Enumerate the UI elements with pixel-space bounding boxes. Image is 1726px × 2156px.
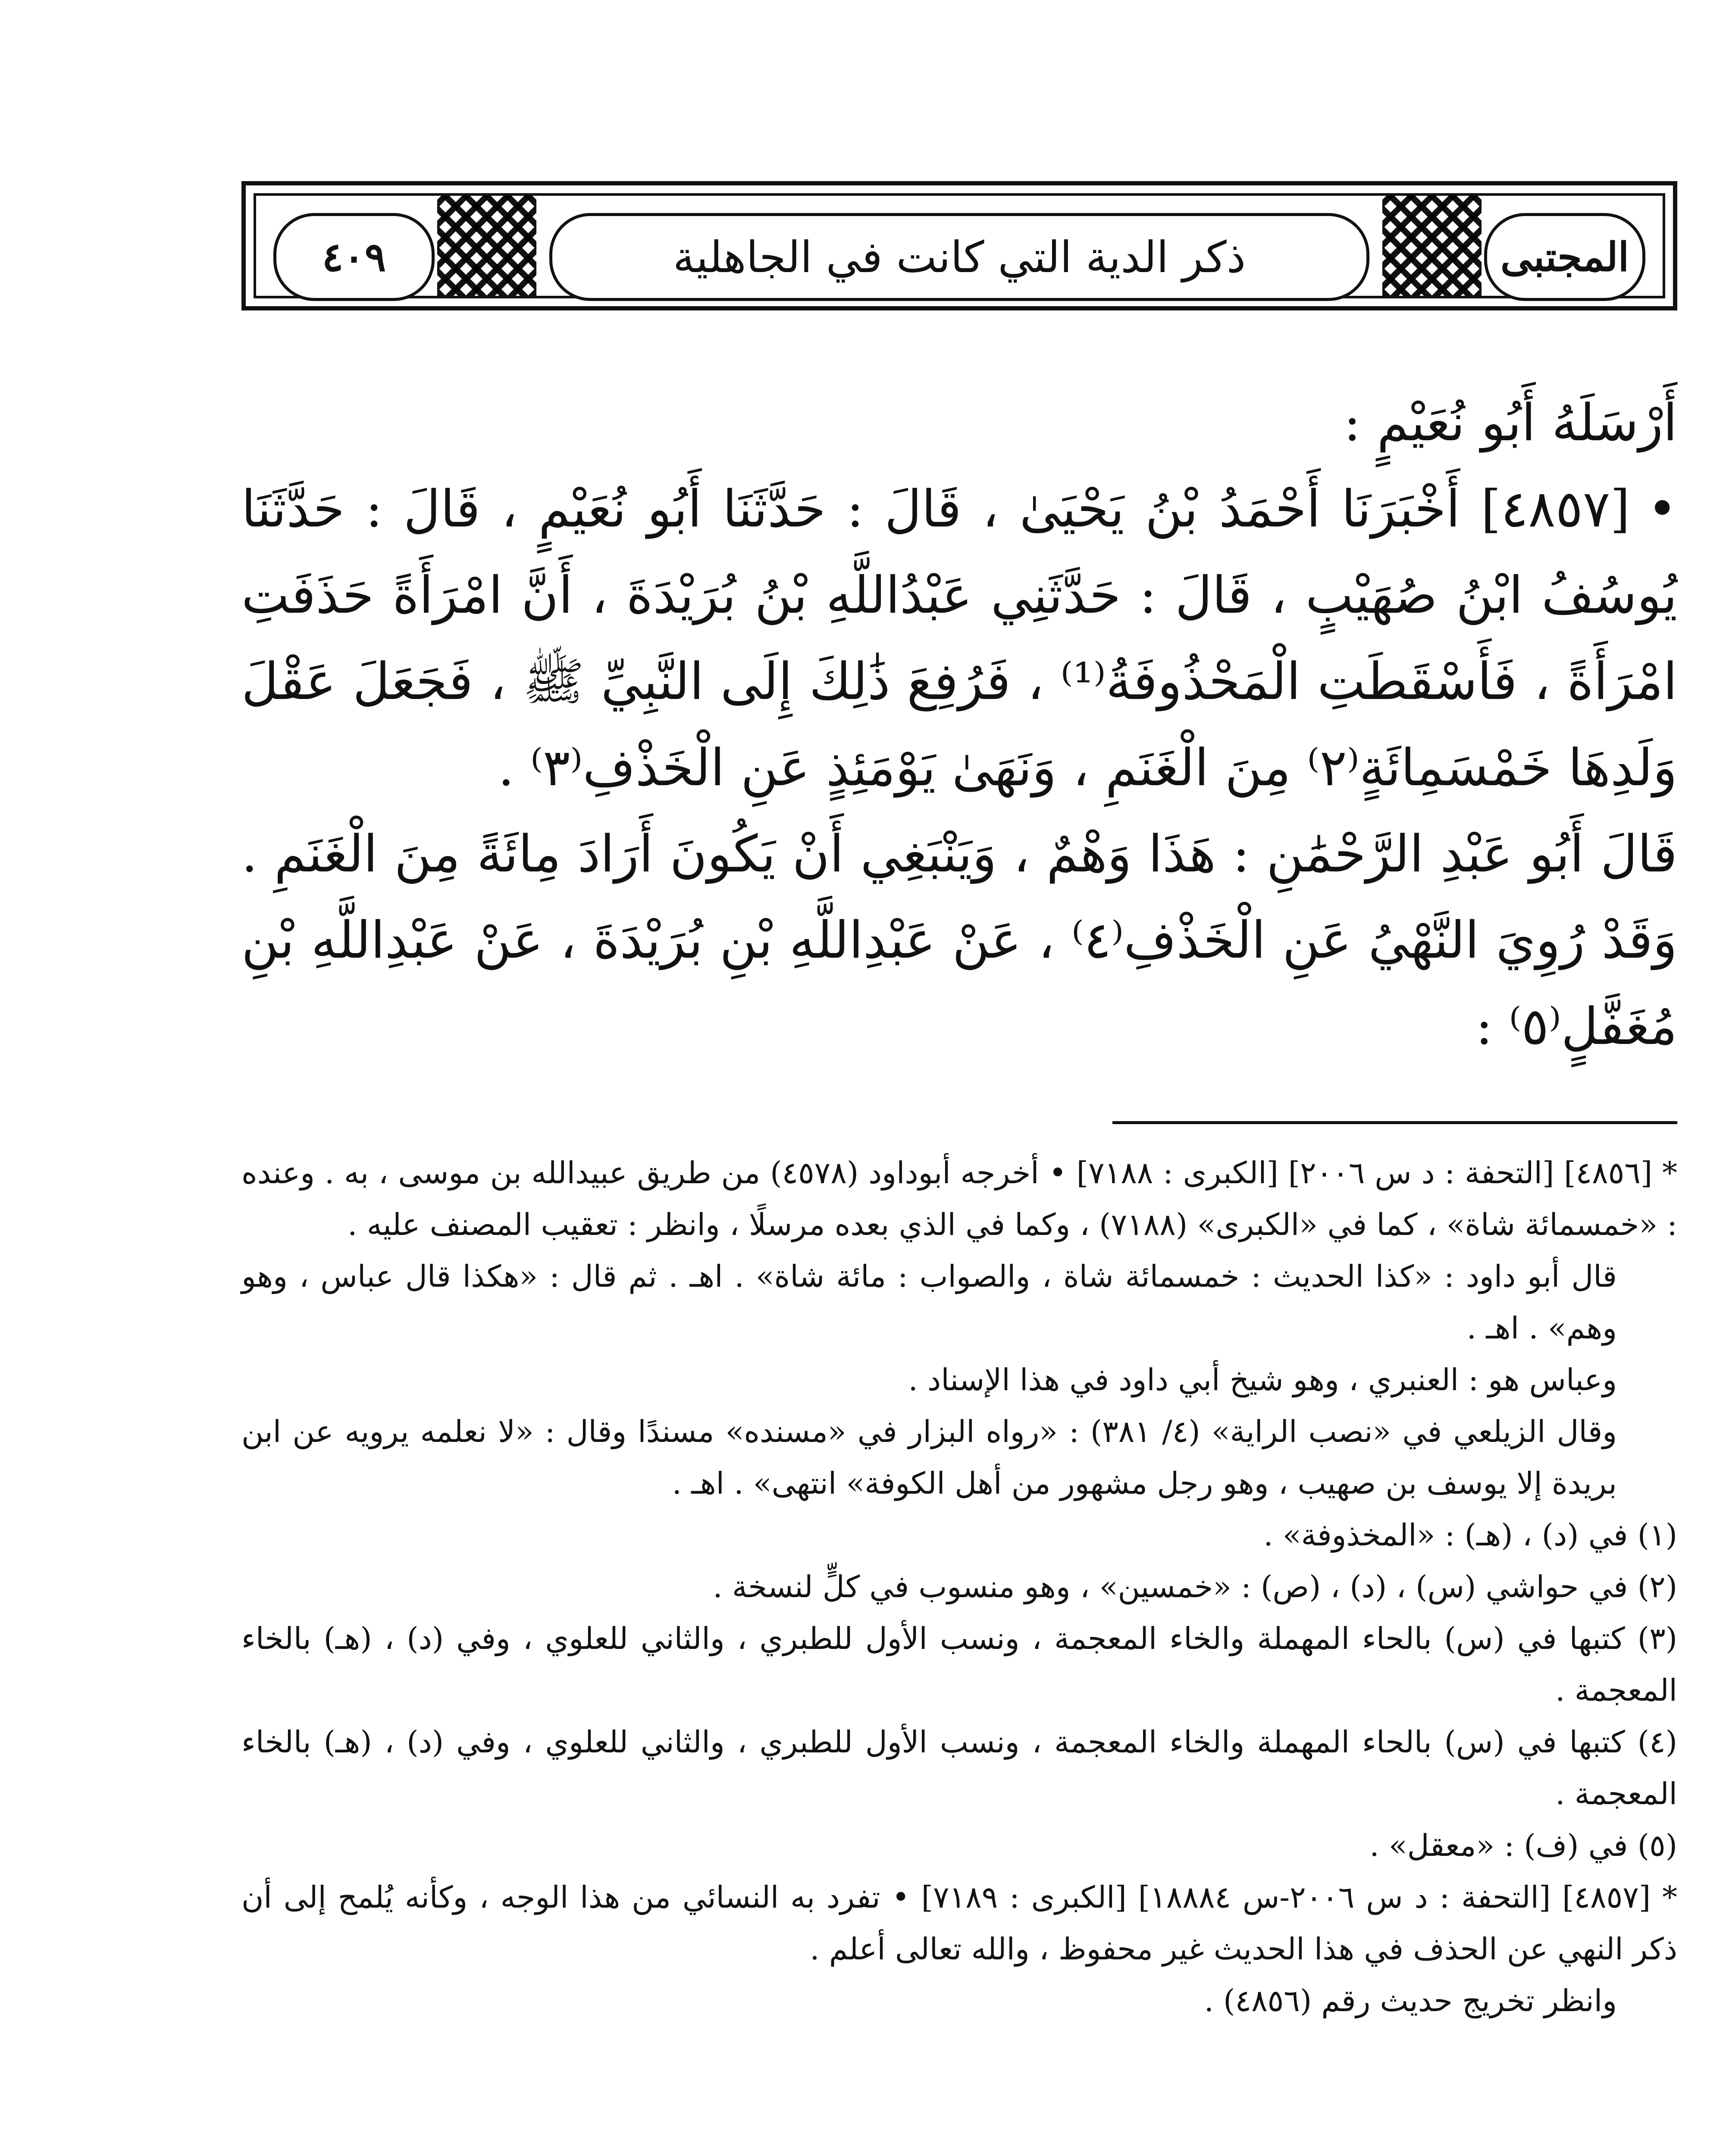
note-4856-abudawud: قال أبو داود : «كذا الحديث : خمسمائة شاة ، والصواب : مائة شاة» . اهـ . ثم قال : «هكذا قال عباس ، وهو وهم» . اهـ . xyxy=(241,1259,1617,1346)
header-frame xyxy=(254,193,1665,298)
bullet-icon: • xyxy=(1647,479,1677,539)
page-number: ٤٠٩ xyxy=(273,213,435,301)
author-comment: قَالَ أَبُو عَبْدِ الرَّحْمَٰنِ : هَذَا وَهْمٌ ، وَيَنْبَغِي أَنْ يَكُونَ أَرَادَ مِائَةً مِنَ الْغَنَمِ . وَقَدْ رُوِيَ النَّهْيُ عَنِ الْخَذْفِ⁽٤⁾ ، عَنْ عَبْدِاللَّهِ بْنِ بُرَيْدَةَ ، عَنْ عَبْدِاللَّهِ بْنِ مُغَفَّلٍ⁽٥⁾ : xyxy=(241,824,1677,1056)
note-4856-zaylai: وقال الزيلعي في «نصب الراية» (٤/ ٣٨١) : «رواه البزار في «مسنده» مسندًا وقال : «لا نعلمه يرويه عن ابن بريدة إلا يوسف بن صهيب ، وهو رجل مشهور من أهل الكوفة» انتهى» . اهـ . xyxy=(241,1414,1617,1501)
footnote-divider xyxy=(1112,1121,1677,1124)
chapter-title: ذكر الدية التي كانت في الجاهلية xyxy=(549,213,1369,301)
note-4857-see: وانظر تخريج حديث رقم (٤٨٥٦) . xyxy=(1204,1983,1617,2018)
footnote-4: (٤) كتبها في (س) بالحاء المهملة والخاء المعجمة ، ونسب الأول للطبري ، والثاني للعلوي ، وفي (د) ، (هـ) بالخاء المعجمة . xyxy=(241,1724,1677,1811)
footnote-3: (٣) كتبها في (س) بالحاء المهملة والخاء المعجمة ، ونسب الأول للطبري ، والثاني للعلوي ، وفي (د) ، (هـ) بالخاء المعجمة . xyxy=(241,1621,1677,1708)
note-4856-main: * [٤٨٥٦] [التحفة : د س ٢٠٠٦] [الكبرى : ٧١٨٨] • أخرجه أبوداود (٤٥٧٨) من طريق عبيدالله بن موسى ، به . وعنده : «خمسمائة شاة» ، كما في «الكبرى» (٧١٨٨) ، وكما في الذي بعده مرسلًا ، وانظر : تعقيب المصنف عليه . xyxy=(241,1155,1677,1242)
header-ornament-left xyxy=(437,196,536,296)
hadith-4857 xyxy=(241,466,1677,811)
book-title: المجتبى xyxy=(1484,213,1645,301)
header-ornament-right xyxy=(1382,196,1482,296)
main-text xyxy=(241,379,1677,1069)
page-header xyxy=(241,181,1677,310)
hadith-4857-text: [٤٨٥٧] أَخْبَرَنَا أَحْمَدُ بْنُ يَحْيَىٰ ، قَالَ : حَدَّثَنَا أَبُو نُعَيْمٍ ، قَالَ : حَدَّثَنَا يُوسُفُ ابْنُ صُهَيْبٍ ، قَالَ : حَدَّثَنِي عَبْدُاللَّهِ بْنُ بُرَيْدَةَ ، أَنَّ امْرَأَةً حَذَفَتِ امْرَأَةً ، فَأَسْقَطَتِ الْمَحْذُوفَةُ⁽¹⁾ ، فَرُفِعَ ذَٰلِكَ إِلَى النَّبِيِّ ﷺ ، فَجَعَلَ عَقْلَ وَلَدِهَا خَمْسَمِائَةٍ⁽٢⁾ مِنَ الْغَنَمِ ، وَنَهَىٰ يَوْمَئِذٍ عَنِ الْخَذْفِ⁽٣⁾ . xyxy=(241,479,1677,797)
footnotes xyxy=(241,1147,1677,2027)
footnote-5: (٥) في (ف) : «معقل» . xyxy=(1369,1828,1677,1863)
note-4856-abbas: وعباس هو : العنبري ، وهو شيخ أبي داود في هذا الإسناد . xyxy=(908,1362,1617,1398)
note-4857-main: * [٤٨٥٧] [التحفة : د س ٢٠٠٦-س ١٨٨٨٤] [الكبرى : ٧١٨٩] • تفرد به النسائي من هذا الوجه ، وكأنه يُلمح إلى أن ذكر النهي عن الحذف في هذا الحديث غير محفوظ ، والله تعالى أعلم . xyxy=(241,1880,1677,1967)
footnote-1: (١) في (د) ، (هـ) : «المخذوفة» . xyxy=(1263,1517,1677,1553)
footnote-2: (٢) في حواشي (س) ، (د) ، (ص) : «خمسين» ، وهو منسوب في كلٍّ لنسخة . xyxy=(713,1569,1677,1604)
intro-line: أَرْسَلَهُ أَبُو نُعَيْمٍ : xyxy=(1344,393,1677,452)
